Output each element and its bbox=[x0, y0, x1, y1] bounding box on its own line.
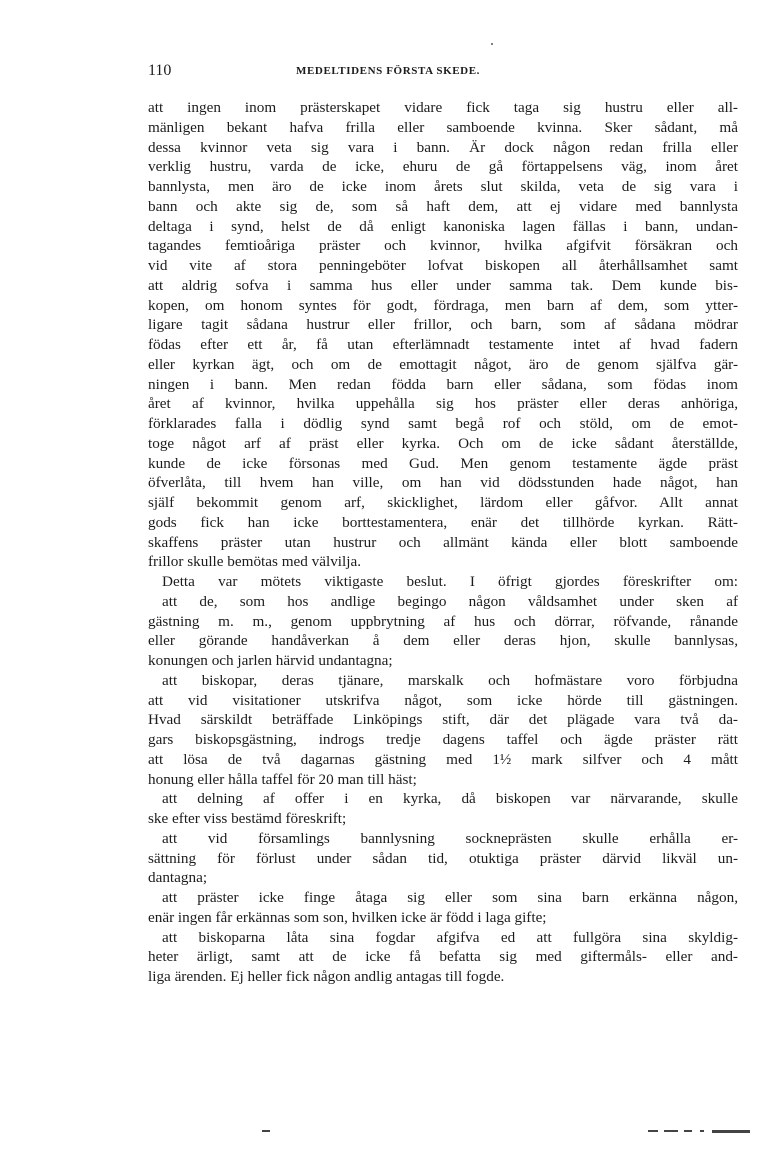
text-line: att ingen inom prästerskapet vidare fick taga sig hustru eller all- bbox=[148, 99, 738, 116]
text-line: konungen och jarlen härvid undantagna; bbox=[148, 652, 393, 669]
text-line: heter ärligt, samt att de icke få befatta sig med giftermåls- eller and- bbox=[148, 948, 738, 966]
text-line: att vid visitationer utskrifva något, som icke hörde till gästningen. bbox=[148, 691, 738, 709]
text-line: verklig hustru, varda de icke, ehuru de gå förtappelsens väg, inom året bbox=[148, 158, 738, 176]
body-text bbox=[148, 98, 738, 987]
page-header bbox=[148, 62, 628, 84]
text-line: ligare tagit sådana hustrur eller frillor, och barn, som af sådana mödrar bbox=[148, 316, 738, 334]
page-number: 110 bbox=[148, 62, 172, 79]
text-line: enär ingen får erkännas som son, hvilken icke är född i laga gifte; bbox=[148, 908, 547, 926]
text-line: toge något arf af präst eller kyrka. Och om de icke sådant återställde, bbox=[148, 434, 738, 452]
text-line: skaffens präster utan hustrur och allmänt kända eller blott samboende bbox=[148, 533, 738, 551]
text-line: sättning för förlust under sådan tid, otuktiga präster därvid likväl un- bbox=[148, 849, 738, 867]
text-line: att präster icke finge åtaga sig eller som sina barn erkänna någon, bbox=[162, 889, 738, 906]
text-line: gods fick han icke borttestamentera, enär det tillhörde kyrkan. Rätt- bbox=[148, 513, 738, 531]
text-line: ningen i bann. Men redan födda barn eller sådana, som födas inom bbox=[148, 375, 738, 393]
scan-mark bbox=[712, 1130, 750, 1133]
text-line: att biskopar, deras tjänare, marskalk och hofmästare voro förbjudna bbox=[162, 671, 738, 689]
text-line: liga ärenden. Ej heller fick någon andlig antagas till fogde. bbox=[148, 968, 505, 985]
scan-mark bbox=[664, 1130, 678, 1132]
text-line: att lösa de två dagarnas gästning med 1½ mark silfver och 4 mått bbox=[148, 750, 738, 768]
text-line: honung eller hålla taffel för 20 man till häst; bbox=[148, 770, 417, 788]
text-line: bannlysta, men äro de icke inom årets slut skilda, veta de sig vara i bbox=[148, 178, 738, 195]
text-line: dessa kvinnor veta sig vara i bann. Är dock någon redan frilla eller bbox=[148, 138, 738, 156]
text-line: eller görande handåverkan å dem eller deras hjon, skulle bannlysas, bbox=[148, 632, 738, 650]
text-line: att biskoparna låta sina fogdar afgifva ed att fullgöra sina skyldig- bbox=[162, 928, 738, 946]
scan-mark bbox=[648, 1130, 658, 1132]
scan-mark bbox=[684, 1130, 692, 1132]
text-line: vid vite af stora penningeböter lofvat biskopen all återhållsamhet samt bbox=[148, 257, 738, 274]
text-line: Detta var mötets viktigaste beslut. I öfrigt gjordes föreskrifter om: bbox=[162, 573, 738, 590]
text-line: att delning af offer i en kyrka, då biskopen var närvarande, skulle bbox=[162, 790, 738, 808]
text-line: tagandes femtioåriga präster och kvinnor, hvilka afgifvit försäkran och bbox=[148, 237, 738, 255]
text-line: frillor skulle bemötas med välvilja. bbox=[148, 553, 361, 571]
text-line: att aldrig sofva i samma hus eller under samma tak. Dem kunde bis- bbox=[148, 276, 738, 294]
text-line: kopen, om honom syntes för godt, fördraga, men barn af dem, som ytter- bbox=[148, 296, 738, 314]
text-line: förklarades falla i dödlig synd samt begå rof och stöld, om de emot- bbox=[148, 415, 738, 432]
text-line: kunde de icke försonas med Gud. Men genom testamente ägde präst bbox=[148, 454, 738, 472]
text-line: gars biskopsgästning, indrogs tredje dagens taffel och ägde präster rätt bbox=[148, 731, 738, 748]
text-line: att vid församlings bannlysning sockneprästen skulle erhålla er- bbox=[162, 829, 738, 847]
text-line: bann och akte sig de, som så haft dem, att ej vidare med bannlysta bbox=[148, 197, 738, 215]
scan-marks bbox=[0, 1128, 760, 1134]
text-line: att de, som hos andlige begingo någon våldsamhet under sken af bbox=[162, 592, 738, 610]
scan-mark bbox=[700, 1130, 704, 1132]
text-line: själf bekommit genom arf, skicklighet, lärdom eller gåfvor. Allt annat bbox=[148, 494, 738, 511]
scan-mark bbox=[262, 1130, 270, 1132]
text-line: gästning m. m., genom uppbrytning af hus och dörrar, röfvande, rånande bbox=[148, 612, 738, 630]
text-line: eller kyrkan ägt, och om de emottagit något, äro de genom själfva gär- bbox=[148, 355, 738, 373]
text-line: ske efter viss bestämd föreskrift; bbox=[148, 810, 347, 827]
text-line: året af kvinnor, hvilka uppehålla sig hos präster eller deras anhöriga, bbox=[148, 395, 738, 413]
text-line: dantagna; bbox=[148, 869, 208, 887]
speck-mark bbox=[491, 43, 493, 45]
text-line: mänligen bekant hafva frilla eller samboende kvinna. Sker sådant, må bbox=[148, 118, 738, 136]
text-line: Hvad särskildt beträffade Linköpings stift, där det plägade vara två da- bbox=[148, 711, 738, 729]
running-head: MEDELTIDENS FÖRSTA SKEDE. bbox=[295, 65, 481, 77]
text-line: öfverlåta, till hvem han ville, om han vid dödsstunden hade något, han bbox=[148, 474, 738, 492]
text-line: födas efter ett år, få utan efterlämnadt testamente intet af hvad fadern bbox=[148, 336, 738, 353]
text-line: deltaga i synd, helst de då enligt kanoniska lagen fällas i bann, undan- bbox=[148, 217, 738, 235]
